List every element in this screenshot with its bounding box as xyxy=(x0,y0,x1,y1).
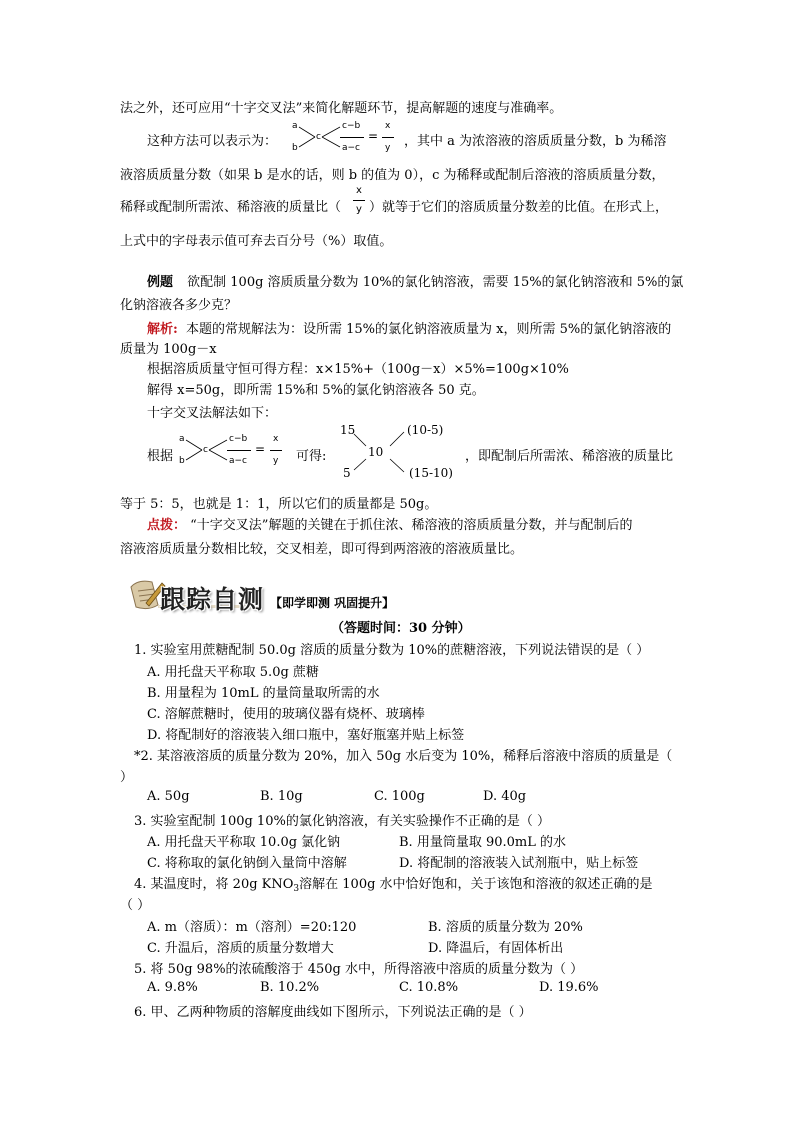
analysis-line-1 xyxy=(147,318,671,337)
cross-num-10: 10 xyxy=(368,445,384,459)
equation-line: 根据溶质质量守恒可得方程：x×15%+（100g－x）×5%=100g×10% xyxy=(147,362,569,377)
q4-stem-pre: 4. 某温度时，将 20g KNO xyxy=(134,877,294,892)
fraction-bar xyxy=(353,200,365,201)
formula-den: a−c xyxy=(229,456,248,466)
q4-stem xyxy=(134,873,653,894)
q3-option-b: B. 用量筒量取 90.0mL 的水 xyxy=(399,835,566,850)
formula-x: x xyxy=(385,121,391,131)
q4-option-b: B. 溶质的质量分数为 20% xyxy=(428,920,583,935)
q2-option-a: A. 50g xyxy=(147,789,190,804)
q4-option-c: C. 升温后，溶质的质量分数增大 xyxy=(147,941,334,956)
q5-option-a: A. 9.8% xyxy=(147,980,198,995)
formula-a: a xyxy=(179,434,185,444)
q1-stem: 1. 实验室用蔗糖配制 50.0g 溶质的质量分数为 10%的蔗糖溶液，下列说法错误的是（ ） xyxy=(134,643,650,658)
q1-option-c: C. 溶解蔗糖时，使用的玻璃仪器有烧杯、玻璃棒 xyxy=(147,707,425,722)
q1-option-a: A. 用托盘天平称取 5.0g 蔗糖 xyxy=(147,665,319,680)
q5-option-d: D. 19.6% xyxy=(539,980,599,995)
cross-num-5: 5 xyxy=(343,466,351,480)
intro-line-4-post: ）就等于它们的溶质质量分数差的比值。在形式上， xyxy=(369,200,669,215)
formula-c: c xyxy=(203,445,208,455)
cross-mid: 可得: xyxy=(296,449,327,464)
fraction-bar xyxy=(270,450,282,451)
q2-option-d: D. 40g xyxy=(483,789,527,804)
formula-x: x xyxy=(273,434,279,444)
q4-stem-sub: 3 xyxy=(293,884,300,894)
cross-post: ，即配制后所需浓、稀溶液的质量比 xyxy=(465,449,674,464)
formula-y: y xyxy=(385,143,391,153)
example-line-2: 化钠溶液各多少克？ xyxy=(120,298,238,313)
intro-line-1: 法之外，还可应用“十字交叉法”来简化解题环节，提高解题的速度与准确率。 xyxy=(120,101,563,116)
example-line-1 xyxy=(147,271,683,290)
cross-pre: 根据 xyxy=(147,449,174,464)
q4-option-d: D. 降温后，有固体析出 xyxy=(428,941,564,956)
formula-num: c−b xyxy=(229,434,248,444)
q2-stem-continued: ） xyxy=(120,770,134,785)
q2-option-c: C. 100g xyxy=(374,789,425,804)
cross-lines-icon xyxy=(321,124,341,150)
tip-text: “十字交叉法”解题的关键在于抓住浓、稀溶液的溶质质量分数，并与配制后的 xyxy=(190,518,633,533)
section-subtitle: 【即学即测 巩固提升】 xyxy=(270,596,395,610)
formula-eq: = xyxy=(368,129,379,143)
q3-stem: 3. 实验室配制 100g 10%的氯化钠溶液，有关实验操作不正确的是（ ） xyxy=(134,814,550,829)
intro-line-5: 上式中的字母表示值可弃去百分号（%）取值。 xyxy=(120,234,393,249)
analysis-line-2: 质量为 100g－x xyxy=(120,342,217,357)
q6-stem: 6. 甲、乙两种物质的溶解度曲线如下图所示，下列说法正确的是（ ） xyxy=(134,1005,532,1020)
cross-lines-icon xyxy=(208,437,228,463)
formula-a: a xyxy=(292,121,298,131)
q2-stem: *2. 某溶液溶质的质量分数为 20%，加入 50g 水后变为 10%，稀释后溶液中溶质的质量是（ xyxy=(134,749,673,764)
cross-lines-icon xyxy=(185,437,205,463)
cross-intro: 十字交叉法解法如下： xyxy=(147,406,278,421)
q1-option-b: B. 用量程为 10mL 的量筒量取所需的水 xyxy=(147,686,380,701)
cross-lines-icon xyxy=(298,124,318,150)
cross-diff-bottom: (15-10) xyxy=(409,466,453,480)
q3-option-a: A. 用托盘天平称取 10.0g 氯化钠 xyxy=(147,835,341,850)
analysis-label: 解析: xyxy=(147,322,178,337)
tip-label: 点拨： xyxy=(147,518,187,533)
analysis-text: 本题的常规解法为：设所需 15%的氯化钠溶液质量为 x，则所需 5%的氯化钠溶液的 xyxy=(185,322,672,337)
tip-line-2: 溶液溶质质量分数相比较，交叉相差，即可得到两溶液的溶液质量比。 xyxy=(120,542,524,557)
formula-b: b xyxy=(292,143,298,153)
ratio-y: y xyxy=(356,204,362,215)
example-label: 例题 xyxy=(147,275,174,290)
q3-option-d: D. 将配制的溶液装入试剂瓶中，贴上标签 xyxy=(399,856,639,871)
q4-option-a: A. m（溶质）：m（溶剂）=20:120 xyxy=(147,920,357,935)
formula-eq: = xyxy=(255,442,266,456)
intro-line-3: 液溶质质量分数（如果 b 是水的话，则 b 的值为 0），c 为稀释或配制后溶液的溶质质量分数， xyxy=(120,168,665,183)
cross-num-15: 15 xyxy=(340,423,356,437)
example-text: 欲配制 100g 溶质质量分数为 10%的氯化钠溶液，需要 15%的氯化钠溶液和 5%的氯 xyxy=(187,275,684,290)
q4-stem-continued: （ ） xyxy=(120,898,151,913)
fraction-bar xyxy=(227,450,251,451)
fraction-bar xyxy=(382,137,394,138)
q5-option-c: C. 10.8% xyxy=(399,980,459,995)
answer-time: （答题时间：30 分钟） xyxy=(331,621,471,636)
ratio-x: x xyxy=(356,185,362,196)
section-banner-title: 跟踪自测 xyxy=(160,585,265,614)
q1-option-d: D. 将配制好的溶液装入细口瓶中，塞好瓶塞并贴上标签 xyxy=(147,728,465,743)
formula-c: c xyxy=(316,132,321,142)
solve-line: 解得 x=50g，即所需 15%和 5%的氯化钠溶液各 50 克。 xyxy=(147,383,485,398)
q4-stem-post: 溶解在 100g 水中恰好饱和，关于该饱和溶液的叙述正确的是 xyxy=(299,877,653,892)
formula-den: a−c xyxy=(342,143,361,153)
q5-option-b: B. 10.2% xyxy=(260,980,320,995)
q5-stem: 5. 将 50g 98%的浓硫酸溶于 450g 水中，所得溶液中溶质的质量分数为（ ） xyxy=(134,962,584,977)
intro-line-4-pre: 稀释或配制所需浓、稀溶液的质量比（ xyxy=(120,200,342,215)
cross-diff-top: (10-5) xyxy=(407,423,444,437)
formula-y: y xyxy=(273,456,279,466)
fraction-bar xyxy=(340,137,364,138)
intro-line-2-post: ，其中 a 为浓溶液的溶质质量分数，b 为稀溶 xyxy=(404,134,667,149)
q2-option-b: B. 10g xyxy=(260,789,303,804)
intro-line-2-pre: 这种方法可以表示为： xyxy=(147,134,278,149)
tip-line-1 xyxy=(147,514,632,533)
formula-num: c−b xyxy=(342,121,361,131)
formula-b: b xyxy=(179,456,185,466)
q3-option-c: C. 将称取的氯化钠倒入量筒中溶解 xyxy=(147,856,347,871)
conclusion-line: 等于 5：5，也就是 1：1，所以它们的质量都是 50g。 xyxy=(120,497,438,512)
